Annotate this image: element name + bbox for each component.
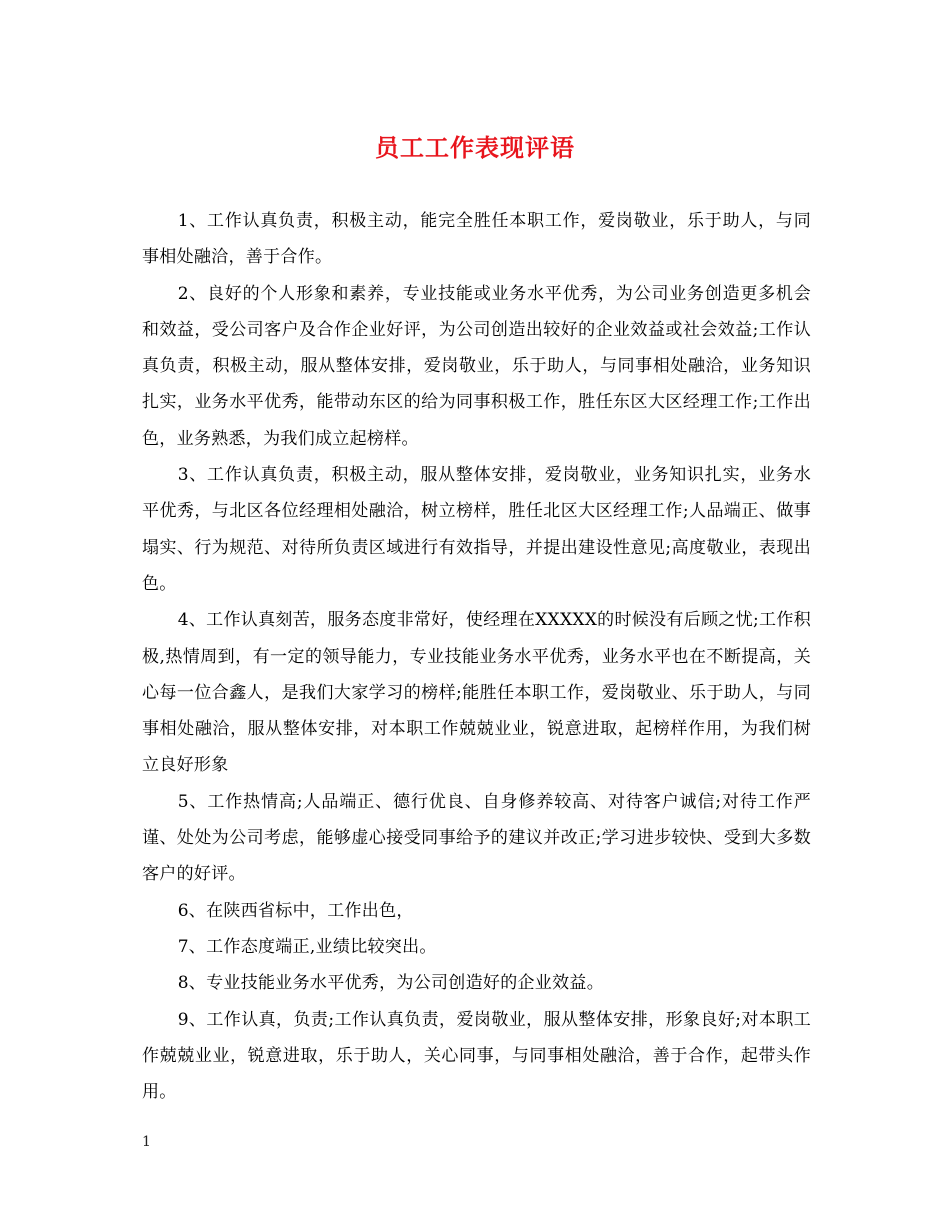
paragraph-6: 6、在陕西省标中，工作出色， [177,900,414,921]
paragraph-5: 5、工作热情高;人品端正、德行优良、自身修养较高、对待客户诚信;对待工作严谨、处处为公司考虑，能够虚心接受同事给予的建议并改正;学习进步较快、受到大多数客户的好评。 [142,791,811,885]
document-body [142,203,811,1110]
paragraph-2: 2、良好的个人形象和素养，专业技能或业务水平优秀，为公司业务创造更多机会和效益，受公司客户及合作企业好评，为公司创造出较好的企业效益或社会效益;工作认真负责，积极主动，服从整体安排，爱岗敬业，乐于助人，与同事相处融洽，业务知识扎实，业务水平优秀，能带动东区的给为同事积极工作，胜任东区大区经理工作;工作出色，业务熟悉，为我们成立起榜样。 [142,283,811,449]
paragraph-7: 7、工作态度端正,业绩比较突出。 [177,936,437,957]
paragraph-4: 4、工作认真刻苦，服务态度非常好，使经理在XXXXX的时候没有后顾之忧;工作积极,热情周到，有一定的领导能力，专业技能业务水平优秀，业务水平也在不断提高，关心每一位合鑫人，是我们大家学习的榜样;能胜任本职工作，爱岗敬业、乐于助人，与同事相处融洽，服从整体安排，对本职工作兢兢业业，锐意进取，起榜样作用，为我们树立良好形象 [142,610,811,776]
document-title: 员工工作表现评语 [375,133,575,162]
paragraph-8: 8、专业技能业务水平优秀，为公司创造好的企业效益。 [177,973,605,994]
paragraph-9: 9、工作认真，负责;工作认真负责，爱岗敬业，服从整体安排，形象良好;对本职工作兢兢业业，锐意进取，乐于助人，关心同事，与同事相处融洽，善于合作，起带头作用。 [142,1009,811,1103]
paragraph-1: 1、工作认真负责，积极主动，能完全胜任本职工作，爱岗敬业，乐于助人，与同事相处融洽，善于合作。 [142,211,811,268]
paragraph-3: 3、工作认真负责，积极主动，服从整体安排，爱岗敬业，业务知识扎实，业务水平优秀，与北区各位经理相处融洽，树立榜样，胜任北区大区经理工作;人品端正、做事塌实、行为规范、对待所负责区域进行有效指导，并提出建设性意见;高度敬业，表现出色。 [142,465,811,594]
page-number: 1 [142,1134,151,1150]
